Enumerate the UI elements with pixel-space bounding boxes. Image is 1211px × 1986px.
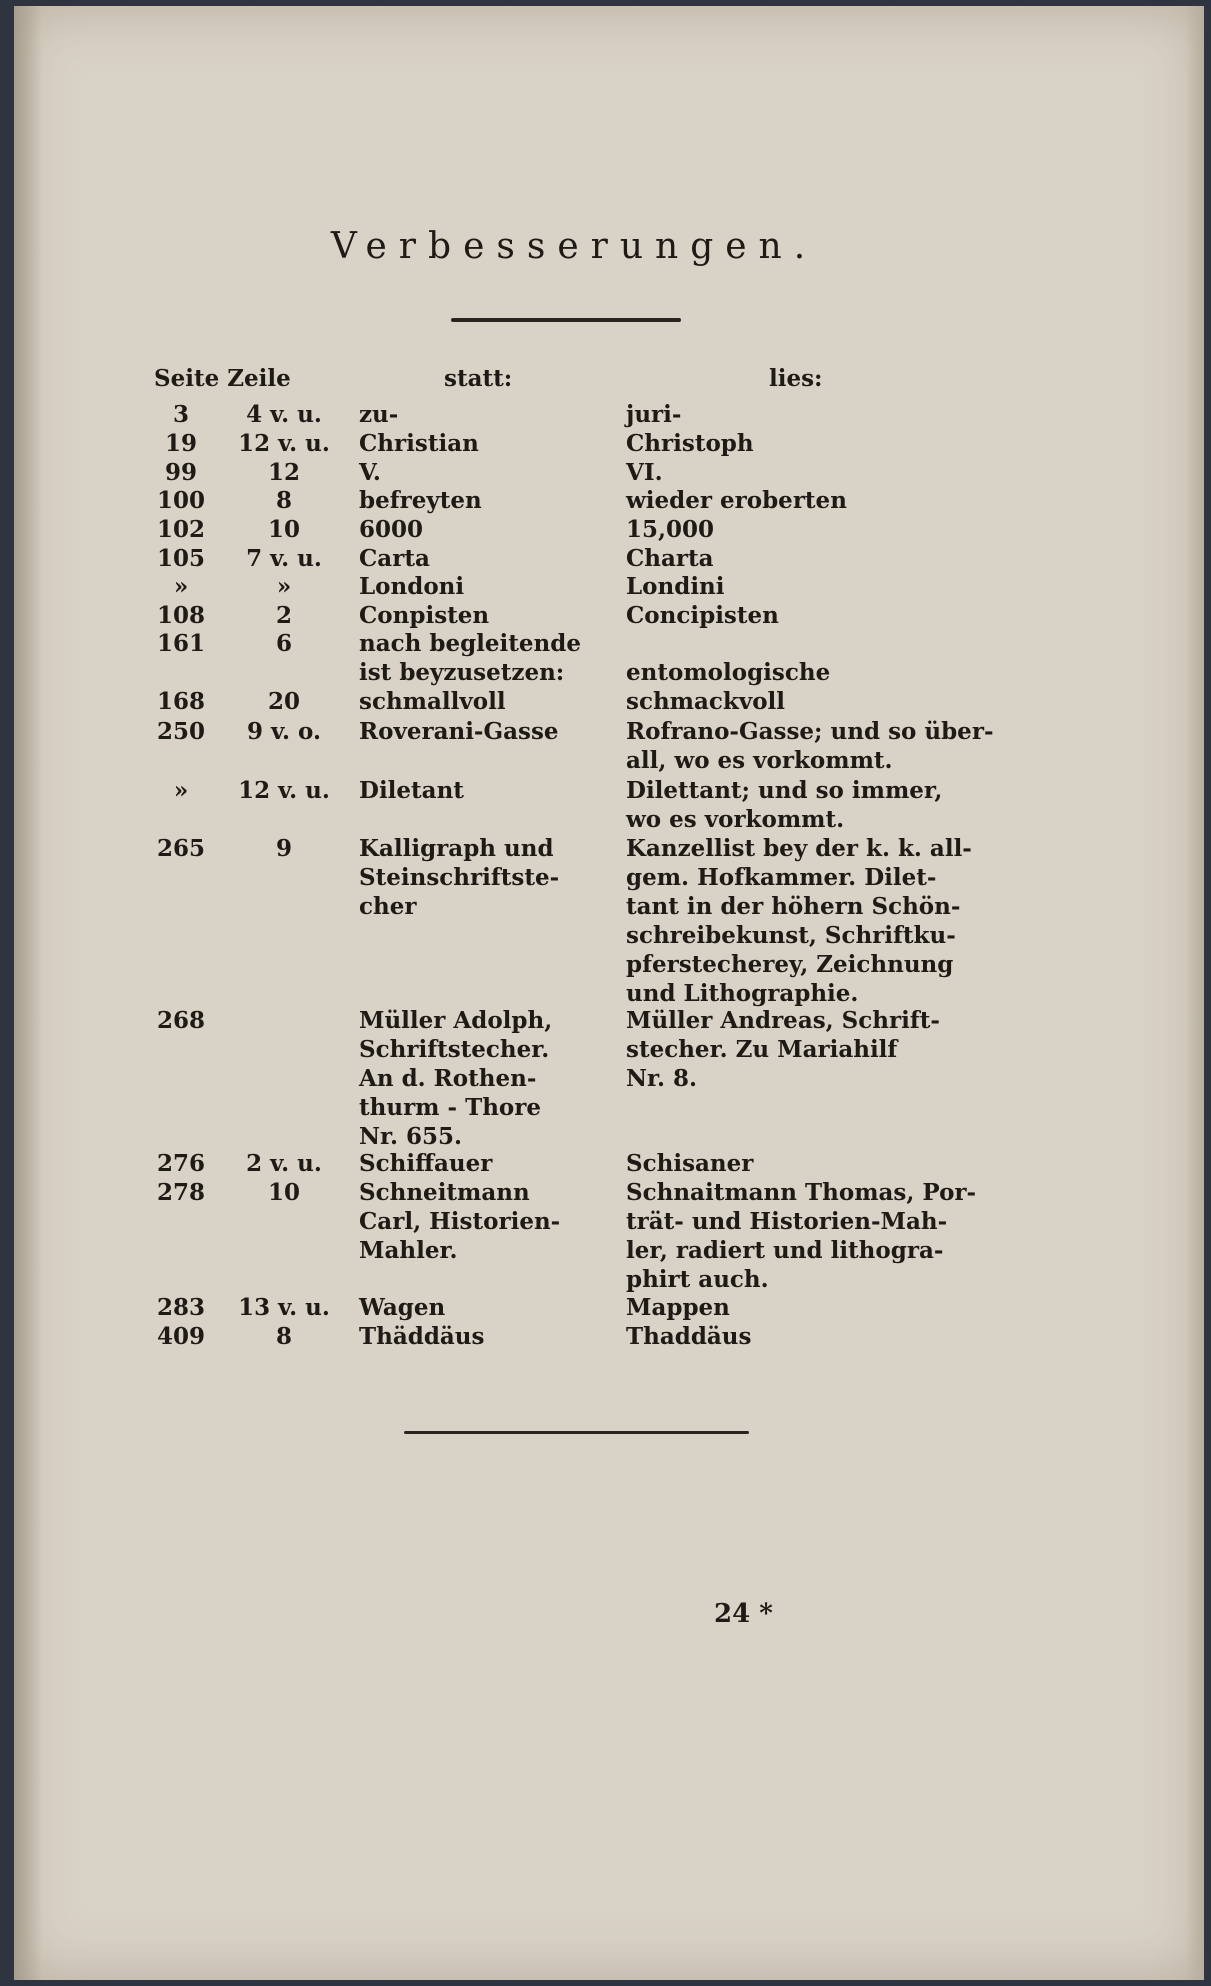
row-lies: Thaddäus — [626, 1323, 752, 1350]
row-zeile: 8 — [275, 487, 292, 514]
row-seite: 283 — [156, 1294, 205, 1321]
row-lies: Londini — [626, 573, 725, 600]
row-lies: Christoph — [626, 430, 754, 457]
row-statt: nach begleitende ist beyzusetzen: — [359, 630, 581, 686]
row-statt: Diletant — [359, 777, 464, 804]
row-statt: Schiffauer — [359, 1150, 493, 1177]
row-lies: schmackvoll — [626, 688, 786, 715]
row-seite: 19 — [164, 430, 197, 457]
row-zeile: 9 v. o. — [246, 718, 322, 745]
row-zeile: 2 v. u. — [246, 1150, 322, 1177]
row-seite: 278 — [156, 1179, 205, 1206]
row-statt: befreyten — [359, 487, 482, 514]
row-seite: 105 — [156, 545, 205, 572]
page-spine-shadow — [14, 6, 42, 1980]
page-title: Verbesserungen. — [330, 226, 818, 267]
header-seite-zeile: Seite Zeile — [154, 365, 291, 392]
row-statt: Conpisten — [359, 602, 490, 629]
row-lies: wieder eroberten — [626, 487, 847, 514]
row-lies: 15,000 — [626, 516, 715, 543]
row-statt: Kalligraph und Steinschriftste- cher — [359, 835, 560, 920]
row-statt: Carta — [359, 545, 430, 572]
row-statt: schmallvoll — [359, 688, 506, 715]
row-zeile: 10 — [267, 516, 300, 543]
row-seite: » — [173, 573, 189, 600]
row-statt: Schneitmann Carl, Historien- Mahler. — [359, 1179, 561, 1264]
row-lies: Dilettant; und so immer, wo es vorkommt. — [626, 777, 943, 833]
row-statt: Wagen — [359, 1294, 446, 1321]
row-seite: 99 — [164, 459, 197, 486]
row-statt: V. — [359, 459, 381, 486]
row-lies: Rofrano-Gasse; und so über- all, wo es vorkommt. — [626, 718, 994, 774]
row-lies: Kanzellist bey der k. k. all- gem. Hofkammer. Dilet- tant in der höhern Schön- schreibekunst, Schriftku- pferstecherey, Zeichnung und Lithographie. — [626, 835, 972, 1007]
row-zeile: 9 — [275, 835, 292, 862]
header-lies: lies: — [769, 365, 823, 392]
row-seite: 409 — [156, 1323, 205, 1350]
row-zeile: 10 — [267, 1179, 300, 1206]
row-statt: Londoni — [359, 573, 465, 600]
row-zeile: 12 — [267, 459, 300, 486]
row-seite: » — [173, 777, 189, 804]
row-zeile: » — [276, 573, 292, 600]
row-statt: zu- — [359, 401, 399, 428]
row-seite: 108 — [156, 602, 205, 629]
row-statt: Roverani-Gasse — [359, 718, 559, 745]
row-seite: 102 — [156, 516, 205, 543]
book-page — [14, 6, 1204, 1980]
row-seite: 250 — [156, 718, 205, 745]
row-seite: 276 — [156, 1150, 205, 1177]
header-statt: statt: — [444, 365, 513, 392]
row-lies: entomologische — [626, 659, 831, 686]
row-seite: 268 — [156, 1007, 205, 1034]
row-statt: Thäddäus — [359, 1323, 485, 1350]
row-zeile: 6 — [275, 630, 292, 657]
page-edge-shadow — [1186, 6, 1204, 1980]
row-lies: Mappen — [626, 1294, 730, 1321]
row-statt: Müller Adolph, Schriftstecher. An d. Rothen- thurm - Thore Nr. 655. — [359, 1007, 553, 1150]
row-zeile: 12 v. u. — [238, 430, 330, 457]
row-zeile: 7 v. u. — [246, 545, 322, 572]
row-zeile: 13 v. u. — [238, 1294, 330, 1321]
title-rule — [451, 318, 681, 322]
row-statt: Christian — [359, 430, 479, 457]
row-lies: Schisaner — [626, 1150, 754, 1177]
row-seite: 100 — [156, 487, 205, 514]
row-zeile: 12 v. u. — [238, 777, 330, 804]
row-zeile: 8 — [275, 1323, 292, 1350]
row-seite: 3 — [172, 401, 189, 428]
closing-rule — [404, 1431, 749, 1434]
row-zeile: 2 — [275, 602, 292, 629]
row-lies: juri- — [626, 401, 682, 428]
row-lies: VI. — [626, 459, 663, 486]
row-statt: 6000 — [359, 516, 424, 543]
row-lies: Müller Andreas, Schrift- stecher. Zu Mariahilf Nr. 8. — [626, 1007, 940, 1092]
row-lies: Concipisten — [626, 602, 779, 629]
row-lies: Schnaitmann Thomas, Por- trät- und Historien-Mah- ler, radiert und lithogra- phirt auch. — [626, 1179, 977, 1293]
row-seite: 265 — [156, 835, 205, 862]
row-zeile: 20 — [267, 688, 300, 715]
row-seite: 168 — [156, 688, 205, 715]
page-number: 24 * — [714, 1599, 773, 1629]
row-lies: Charta — [626, 545, 714, 572]
row-seite: 161 — [156, 630, 205, 657]
row-zeile: 4 v. u. — [246, 401, 322, 428]
